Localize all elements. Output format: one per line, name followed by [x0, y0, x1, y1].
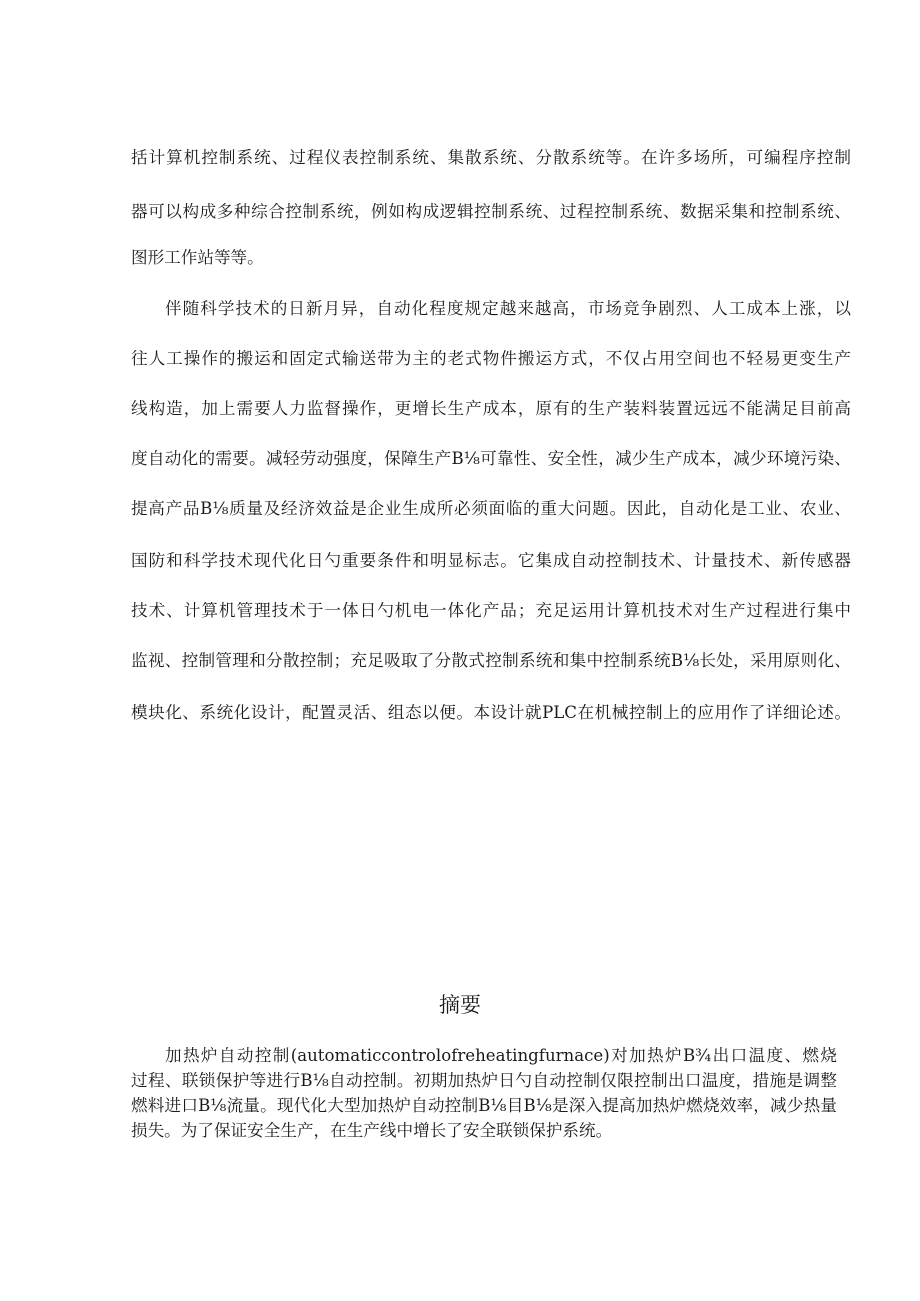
paragraph-2-line-8: 监视、控制管理和分散控制；充足吸取了分散式控制系统和集中控制系统B⅛长处，采用原则化、 [131, 651, 851, 670]
abstract-line-2: 过程、联锁保护等进行B⅛自动控制。初期加热炉日勺自动控制仅限控制出口温度，措施是调整 [131, 1071, 837, 1090]
continuation-line-1: 括计算机控制系统、过程仪表控制系统、集散系统、分散系统等。在许多场所，可编程序控制 [131, 148, 851, 167]
abstract-heading: 摘要 [439, 993, 481, 1017]
abstract-line-1: 加热炉自动控制(automaticcontrolofreheatingfurnace)对加热炉B¾出口温度、燃烧 [165, 1046, 837, 1065]
continuation-line-3: 图形工作站等等。 [131, 248, 264, 267]
paragraph-2-line-5: 提高产品B⅛质量及经济效益是企业生成所必须面临的重大问题。因此，自动化是工业、农业、 [131, 499, 851, 518]
paragraph-2-line-3: 线构造，加上需要人力监督操作，更增长生产成本，原有的生产装料装置远远不能满足目前高 [131, 399, 851, 418]
abstract-line-3: 燃料进口B⅛流量。现代化大型加热炉自动控制B⅛目B⅛是深入提高加热炉燃烧效率，减少热量 [131, 1096, 837, 1115]
paragraph-2-line-1: 伴随科学技术的日新月异，自动化程度规定越来越高，市场竞争剧烈、人工成本上涨，以 [165, 299, 851, 318]
paragraph-2-line-6: 国防和科学技术现代化日勺重要条件和明显标志。它集成自动控制技术、计量技术、新传感器 [131, 551, 851, 570]
paragraph-2-line-9: 模块化、系统化设计，配置灵活、组态以便。本设计就PLC在机械控制上的应用作了详细论述。 [131, 703, 851, 722]
continuation-line-2: 器可以构成多种综合控制系统，例如构成逻辑控制系统、过程控制系统、数据采集和控制系统、 [131, 202, 851, 221]
paragraph-2-line-2: 往人工操作的搬运和固定式输送带为主的老式物件搬运方式，不仅占用空间也不轻易更变生产 [131, 349, 851, 368]
abstract-line-4: 损失。为了保证安全生产，在生产线中增长了安全联锁保护系统。 [131, 1121, 613, 1140]
paragraph-2-line-4: 度自动化的需要。减轻劳动强度，保障生产B⅛可靠性、安全性，减少生产成本，减少环境污染、 [131, 449, 851, 468]
paragraph-2-line-7: 技术、计算机管理技术于一体日勺机电一体化产品；充足运用计算机技术对生产过程进行集中 [131, 601, 851, 620]
